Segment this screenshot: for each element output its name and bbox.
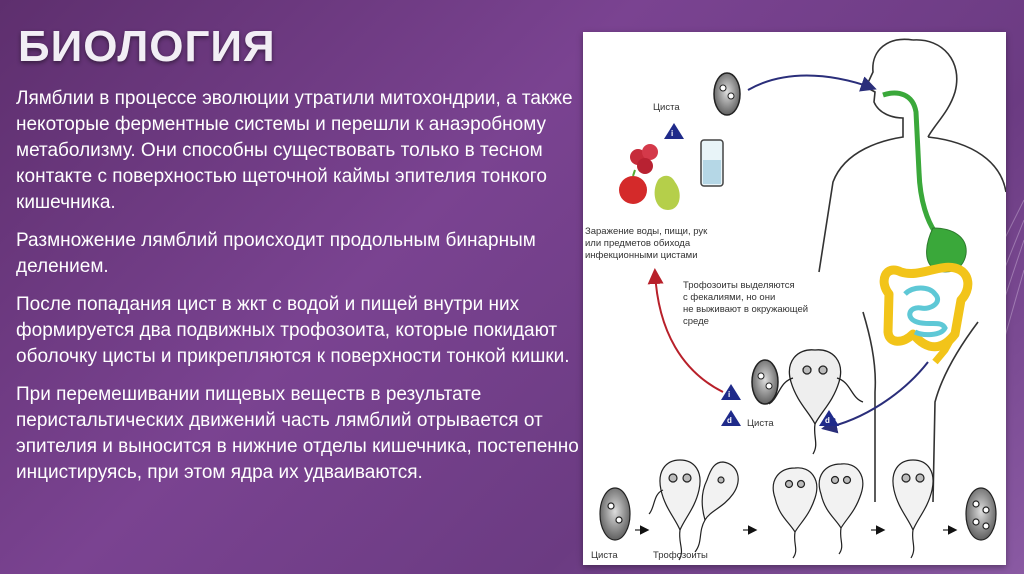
badge-i-top bbox=[664, 123, 684, 139]
cyst-top bbox=[714, 73, 740, 115]
paragraph-1: Лямблии в процессе эволюции утратили митохондрии, а также некоторые ферментные системы и перешли к анаэробному метаболизму. Они способны существовать только в тесном контакте с поверхностью щеточной каймы эпителия тонкого кишечника. bbox=[16, 88, 573, 213]
badge-i-mid bbox=[721, 384, 741, 400]
paragraph-3: После попадания цист в жкт с водой и пищей внутри них формируется два подвижных трофозоита, которые покидают оболочку цисты и прикрепляются к поверхности тонкой кишки. bbox=[16, 294, 570, 367]
bottom-sequence bbox=[600, 460, 996, 560]
infection-label-2: или предметов обихода bbox=[585, 238, 691, 249]
badge-i-top-label: i bbox=[671, 129, 674, 138]
slide-title: БИОЛОГИЯ bbox=[18, 22, 276, 71]
cyst-bottom-left bbox=[600, 488, 630, 540]
infection-label-3: инфекционными цистами bbox=[585, 250, 698, 261]
arrow-cyst-to-mouth bbox=[748, 76, 873, 91]
esophagus bbox=[883, 93, 935, 232]
troph-label-2: с фекалиями, но они bbox=[683, 292, 776, 303]
infection-label-1: Заражение воды, пищи, рук bbox=[585, 226, 708, 237]
troph-bottom-1 bbox=[649, 460, 700, 560]
food-icons bbox=[619, 140, 723, 210]
badge-i-mid-label: i bbox=[728, 390, 731, 399]
small-intestine bbox=[905, 288, 945, 335]
badge-d-mid-right-label: d bbox=[825, 416, 830, 425]
cyst-mid bbox=[752, 360, 778, 404]
troph-bottom-2 bbox=[695, 462, 738, 552]
troph-label-1: Трофозоиты выделяются bbox=[683, 280, 795, 291]
trophozoite-mid bbox=[769, 350, 863, 454]
troph-label-3: не выживают в окружающей bbox=[683, 304, 809, 315]
troph-label-4: среде bbox=[683, 316, 709, 327]
paragraph-2: Размножение лямблий происходит продольным бинарным делением. bbox=[16, 230, 536, 277]
troph-bottom-label: Трофозоиты bbox=[653, 550, 708, 561]
cyst-top-label: Циста bbox=[653, 102, 680, 113]
cyst-bottom-right bbox=[966, 488, 996, 540]
diagram-graphics bbox=[583, 32, 1006, 565]
slide-body bbox=[16, 86, 581, 498]
badge-d-mid-left-label: d bbox=[727, 416, 732, 425]
troph-dividing bbox=[773, 464, 863, 558]
lifecycle-diagram bbox=[583, 32, 1006, 565]
cyst-mid-label: Циста bbox=[747, 418, 774, 429]
paragraph-4: При перемешивании пищевых веществ в результате перистальтических движений часть лямблий отрывается от эпителия и выносится в нижние отделы кишечника, постепенно инцистируясь, при этом ядра их удваиваются. bbox=[16, 384, 579, 483]
cyst-bottom-label: Циста bbox=[591, 550, 618, 561]
troph-bottom-3 bbox=[893, 460, 933, 558]
